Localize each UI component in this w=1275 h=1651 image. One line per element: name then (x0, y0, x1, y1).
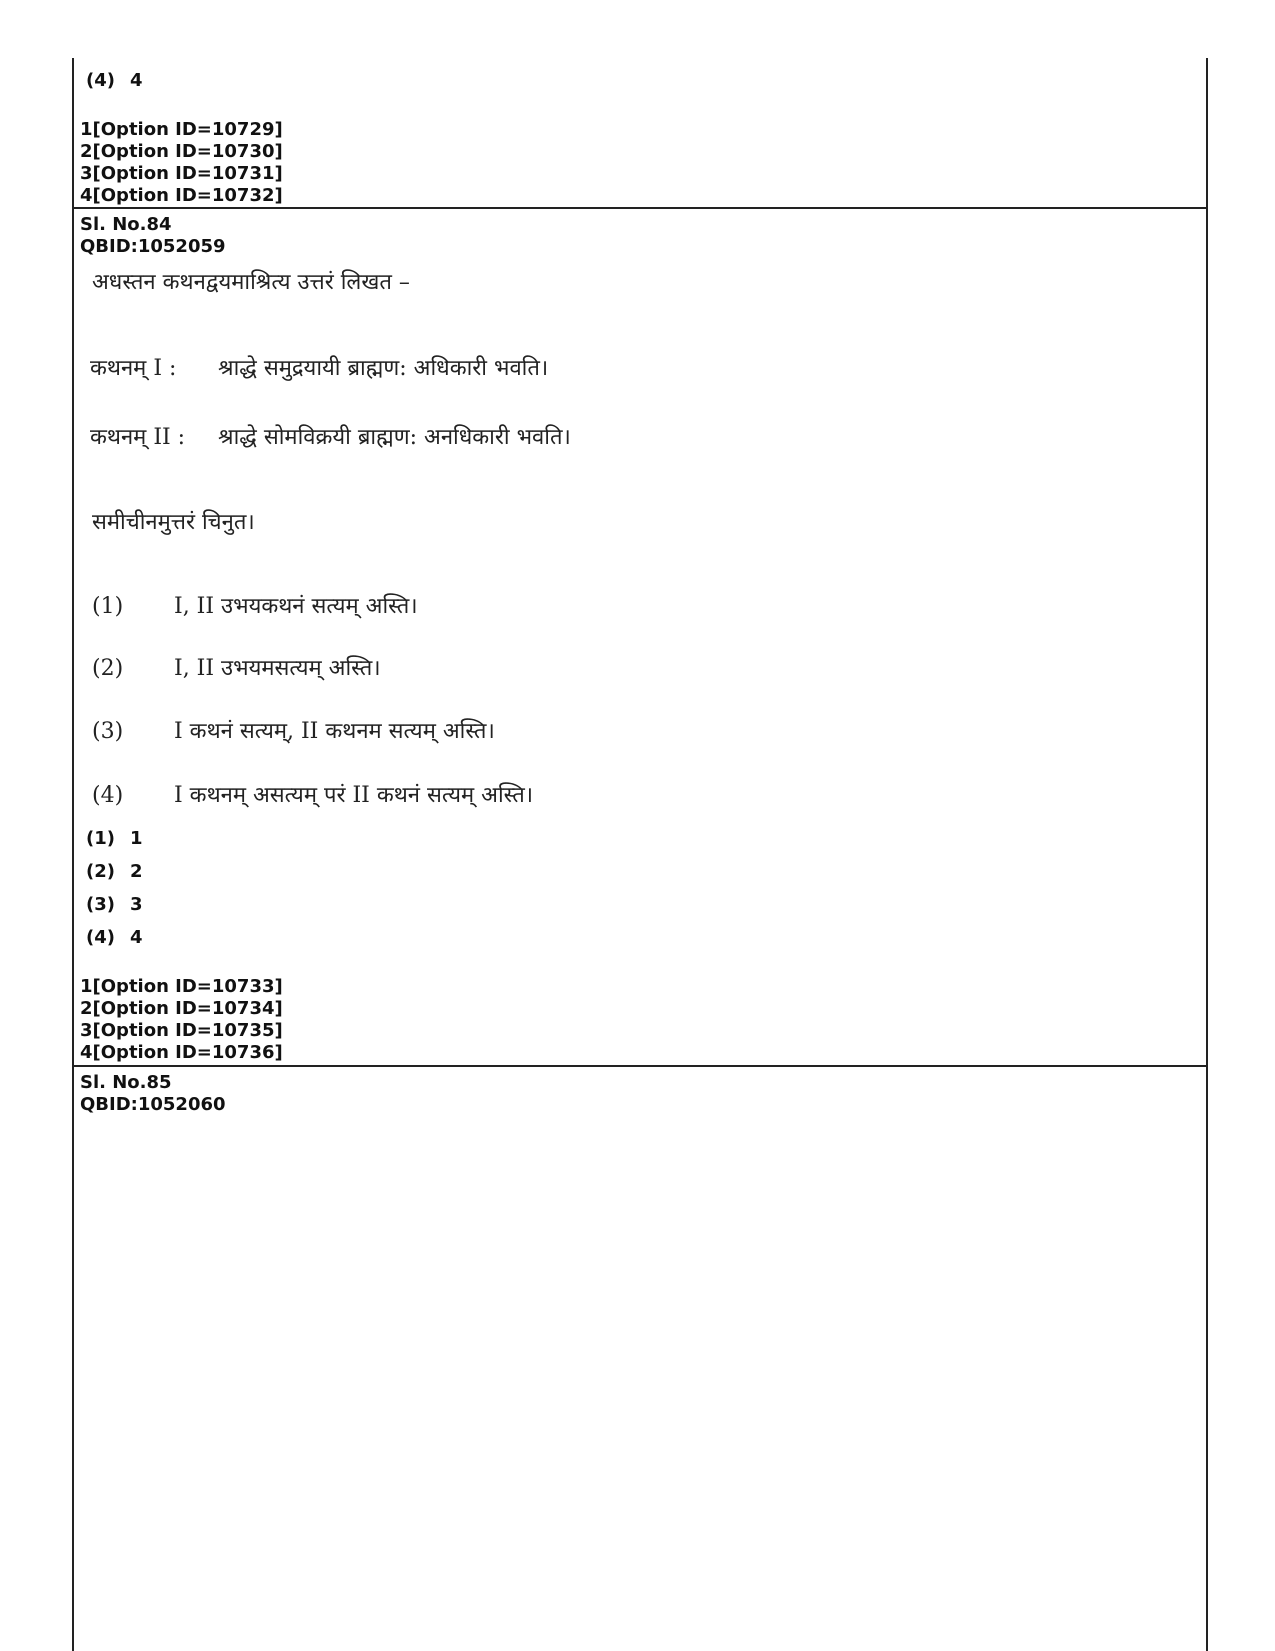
question-header (80, 1072, 1190, 1116)
answer-choice: (3) 3 (86, 894, 143, 915)
question-prompt: समीचीनमुत्तरं चिनुत। (92, 510, 255, 535)
answer-choice: (2) 2 (86, 861, 143, 882)
serial-number: Sl. No.85 (80, 1072, 172, 1093)
answer-choice: (4) 4 (86, 927, 143, 948)
answer-choice: (1) 1 (86, 828, 143, 849)
question-option: (3) I कथनं सत्यम्, II कथनम सत्यम् अस्ति। (92, 719, 495, 744)
statement-1: कथनम् I : श्राद्धे समुद्रयायी ब्राह्मण: अधिकारी भवति। (90, 356, 549, 381)
option-id: 4[Option ID=10736] (80, 1042, 283, 1063)
option-id: 3[Option ID=10731] (80, 163, 283, 184)
answer-choices (80, 828, 1190, 949)
question-header (80, 214, 1190, 258)
option-id: 2[Option ID=10730] (80, 141, 283, 162)
option-id: 4[Option ID=10732] (80, 185, 283, 206)
divider (72, 1065, 1208, 1067)
option-id: 2[Option ID=10734] (80, 998, 283, 1019)
statement-2: कथनम् II : श्राद्धे सोमविक्रयी ब्राह्मण: अनधिकारी भवति। (90, 425, 571, 450)
answer-choice: (4) 4 (86, 70, 143, 91)
option-id: 3[Option ID=10735] (80, 1020, 283, 1041)
prev-question-tail (80, 70, 1190, 92)
question-option: (4) I कथनम् असत्यम् परं II कथनं सत्यम् अस्ति। (92, 783, 534, 808)
question-instruction: अधस्तन कथनद्वयमाश्रित्य उत्तरं लिखत – (92, 270, 410, 295)
question-option: (2) I, II उभयमसत्यम् अस्ति। (92, 656, 381, 681)
qbid: QBID:1052059 (80, 236, 226, 257)
question-option: (1) I, II उभयकथनं सत्यम् अस्ति। (92, 594, 418, 619)
divider (72, 207, 1208, 209)
serial-number: Sl. No.84 (80, 214, 172, 235)
option-id: 1[Option ID=10733] (80, 976, 283, 997)
option-id-list (80, 976, 1190, 1064)
option-id-list (80, 119, 1190, 207)
qbid: QBID:1052060 (80, 1094, 226, 1115)
option-id: 1[Option ID=10729] (80, 119, 283, 140)
